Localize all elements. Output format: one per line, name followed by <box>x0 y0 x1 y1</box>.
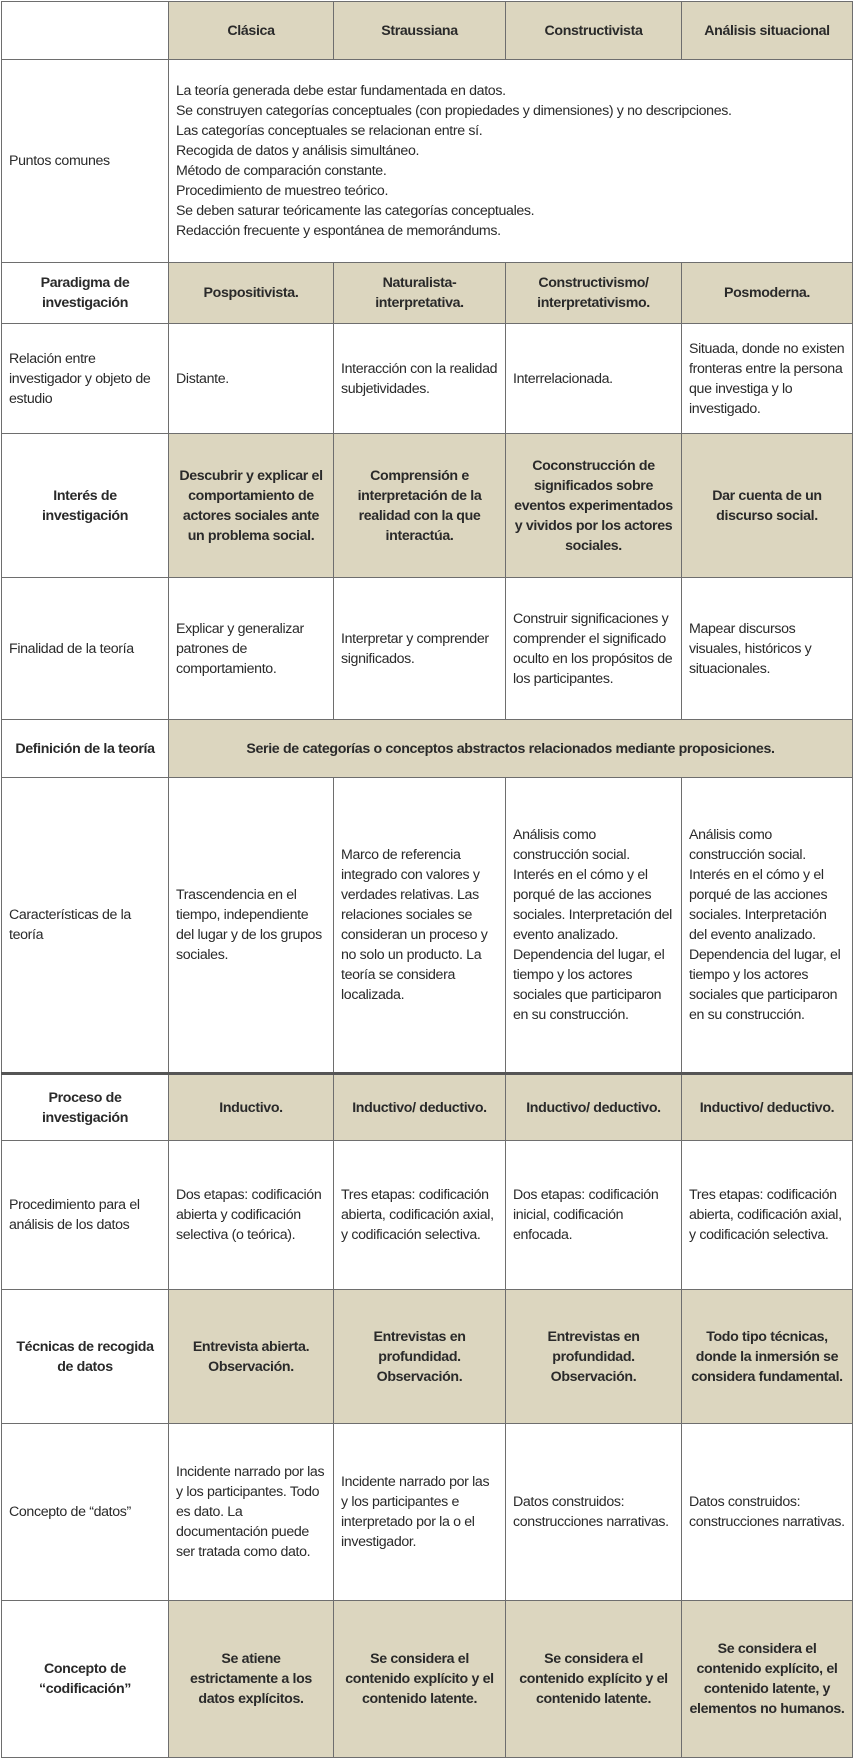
column-header: Straussiana <box>334 2 506 60</box>
table-row <box>2 1290 853 1424</box>
row-label: Definición de la teoría <box>2 720 169 778</box>
table-cell: Inductivo/ deductivo. <box>682 1074 853 1141</box>
cell-line: Redacción frecuente y espontánea de memorándums. <box>176 223 501 239</box>
table-cell: Naturalista-interpretativa. <box>334 263 506 324</box>
row-label: Puntos comunes <box>2 60 169 263</box>
cell-line: Se construyen categorías conceptuales (con propiedades y dimensiones) y no descripciones. <box>176 103 732 119</box>
table-cell: Se considera el contenido explícito y el contenido latente. <box>334 1601 506 1758</box>
table-row <box>2 434 853 578</box>
row-label: Procedimiento para el análisis de los datos <box>2 1141 169 1290</box>
table-cell: Dos etapas: codificación abierta y codificación selectiva (o teórica). <box>169 1141 334 1290</box>
table-row <box>2 720 853 778</box>
cell-line: Las categorías conceptuales se relacionan entre sí. <box>176 123 483 139</box>
table-cell: Dar cuenta de un discurso social. <box>682 434 853 578</box>
table-cell: Se considera el contenido explícito, el contenido latente, y elementos no humanos. <box>682 1601 853 1758</box>
cell-line: Se deben saturar teóricamente las categorías conceptuales. <box>176 203 535 219</box>
cell-line: Serie de categorías o conceptos abstractos relacionados mediante proposiciones. <box>246 740 775 757</box>
table-cell: Comprensión e interpretación de la realidad con la que interactúa. <box>334 434 506 578</box>
table-cell: Análisis como construcción social. Interés en el cómo y el porqué de las acciones sociales. Interpretación del evento analizado. Dependencia del lugar, el tiempo y los actores sociales que participaron en su construcción. <box>506 778 682 1074</box>
column-header: Constructivista <box>506 2 682 60</box>
row-label: Características de la teoría <box>2 778 169 1074</box>
table-cell: Se considera el contenido explícito y el contenido latente. <box>506 1601 682 1758</box>
row-label: Concepto de “datos” <box>2 1424 169 1601</box>
column-header: Clásica <box>169 2 334 60</box>
table-cell: Interacción con la realidad subjetividades. <box>334 324 506 434</box>
table-cell: Análisis como construcción social. Interés en el cómo y el porqué de las acciones sociales. Interpretación del evento analizado. Dependencia del lugar, el tiempo y los actores sociales que participaron en su construcción. <box>682 778 853 1074</box>
table-cell: Coconstrucción de significados sobre eventos experimentados y vividos por los actores sociales. <box>506 434 682 578</box>
table-cell: Mapear discursos visuales, históricos y situacionales. <box>682 578 853 720</box>
table-cell: Dos etapas: codificación inicial, codificación enfocada. <box>506 1141 682 1290</box>
table-row <box>2 60 853 263</box>
table-cell: Inductivo/ deductivo. <box>334 1074 506 1141</box>
table-row <box>2 1141 853 1290</box>
table-cell: Distante. <box>169 324 334 434</box>
row-label: Paradigma de investigación <box>2 263 169 324</box>
table-cell: Pospositivista. <box>169 263 334 324</box>
table-cell: Interrelacionada. <box>506 324 682 434</box>
table-cell: Entrevista abierta. Observación. <box>169 1290 334 1424</box>
table-cell: Constructivismo/ interpretativismo. <box>506 263 682 324</box>
table-cell: Entrevistas en profundidad. Observación. <box>334 1290 506 1424</box>
row-label: Concepto de “codificación” <box>2 1601 169 1758</box>
table-row <box>2 1424 853 1601</box>
table-cell: Datos construidos: construcciones narrativas. <box>682 1424 853 1601</box>
table-cell: Construir significaciones y comprender el significado oculto en los propósitos de los participantes. <box>506 578 682 720</box>
table-row <box>2 263 853 324</box>
table-cell: Incidente narrado por las y los participantes e interpretado por la o el investigador. <box>334 1424 506 1601</box>
column-header: Análisis situacional <box>682 2 853 60</box>
row-label: Proceso de investigación <box>2 1074 169 1141</box>
header-row <box>2 2 853 60</box>
table-cell: Marco de referencia integrado con valores y verdades relativas. Las relaciones sociales se consideran un proceso y no solo un producto. La teoría se considera localizada. <box>334 778 506 1074</box>
table-cell: Inductivo. <box>169 1074 334 1141</box>
table-row <box>2 1601 853 1758</box>
table-cell: Incidente narrado por las y los participantes. Todo es dato. La documentación puede ser tratada como dato. <box>169 1424 334 1601</box>
table-row <box>2 778 853 1074</box>
table-cell: Inductivo/ deductivo. <box>506 1074 682 1141</box>
grounded-theory-comparison-table <box>1 1 853 1758</box>
table-cell: Todo tipo técnicas, donde la inmersión se considera fundamental. <box>682 1290 853 1424</box>
table-cell: Interpretar y comprender significados. <box>334 578 506 720</box>
row-label: Finalidad de la teoría <box>2 578 169 720</box>
table-cell: Entrevistas en profundidad. Observación. <box>506 1290 682 1424</box>
cell-line: Procedimiento de muestreo teórico. <box>176 183 389 199</box>
table-row <box>2 578 853 720</box>
table-cell: Posmoderna. <box>682 263 853 324</box>
table-cell: Se atiene estrictamente a los datos explícitos. <box>169 1601 334 1758</box>
cell-line: Recogida de datos y análisis simultáneo. <box>176 143 420 159</box>
table-cell: Explicar y generalizar patrones de comportamiento. <box>169 578 334 720</box>
table-row <box>2 324 853 434</box>
table-cell: Tres etapas: codificación abierta, codificación axial, y codificación selectiva. <box>334 1141 506 1290</box>
spanning-cell <box>169 60 853 263</box>
row-label: Técnicas de recogida de datos <box>2 1290 169 1424</box>
row-label: Relación entre investigador y objeto de estudio <box>2 324 169 434</box>
header-corner-cell <box>2 2 169 60</box>
cell-line: Método de comparación constante. <box>176 163 387 179</box>
table-cell: Descubrir y explicar el comportamiento de actores sociales ante un problema social. <box>169 434 334 578</box>
table-cell: Trascendencia en el tiempo, independiente del lugar y de los grupos sociales. <box>169 778 334 1074</box>
spanning-cell <box>169 720 853 778</box>
row-label: Interés de investigación <box>2 434 169 578</box>
table-cell: Tres etapas: codificación abierta, codificación axial, y codificación selectiva. <box>682 1141 853 1290</box>
table-cell: Situada, donde no existen fronteras entre la persona que investiga y lo investigado. <box>682 324 853 434</box>
table-row <box>2 1074 853 1141</box>
table-cell: Datos construidos: construcciones narrativas. <box>506 1424 682 1601</box>
cell-line: La teoría generada debe estar fundamentada en datos. <box>176 83 506 99</box>
